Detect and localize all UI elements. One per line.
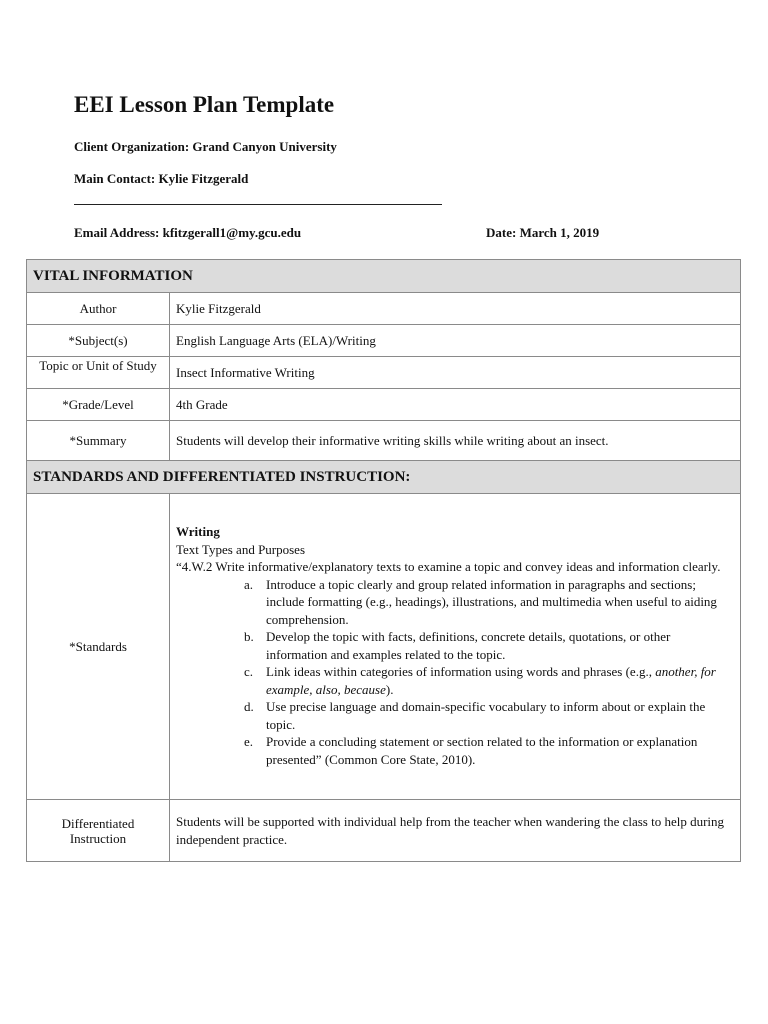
row-value: 4th Grade [170,389,741,421]
row-value: Kylie Fitzgerald [170,293,741,325]
email-address: Email Address: kfitzgerall1@my.gcu.edu [74,225,302,240]
list-item-text: Introduce a topic clearly and group related information in paragraphs and sections; include formatting (e.g., headings), illustrations, and multimedia when useful to aiding comprehension. [266,576,717,627]
divider-line [74,204,442,205]
page-title: EEI Lesson Plan Template [74,92,335,117]
list-marker: c. [244,664,254,679]
table-row [27,293,741,325]
list-item [244,663,734,698]
table-row [27,325,741,357]
writing-heading: Writing [176,524,220,539]
standards-list [176,576,734,769]
list-item-text: Link ideas within categories of information using words and phrases (e.g., [266,664,656,679]
list-item-text: Provide a concluding statement or section related to the information or explanation presented” (Common Core State, 2010). [266,734,698,767]
list-marker: e. [244,734,254,749]
list-marker: d. [244,699,254,714]
row-label: Differentiated Instruction [27,800,170,862]
section-header-vital [27,260,741,293]
standards-subheading: Text Types and Purposes [176,541,306,557]
row-label: *Summary [27,421,170,461]
list-item-text: Use precise language and domain-specific vocabulary to inform about or explain the topic. [266,699,706,732]
vital-heading: VITAL INFORMATION [27,260,741,293]
section-header-standards [27,461,741,494]
client-organization: Client Organization: Grand Canyon University [74,139,337,154]
table-row [27,494,741,800]
list-item [244,576,734,629]
list-item-text-end: ). [385,681,394,697]
table-row [27,357,741,389]
row-label: *Standards [27,494,170,800]
row-value: Insect Informative Writing [170,357,741,389]
list-item [244,733,734,768]
row-value: Students will develop their informative writing skills while writing about an insect. [170,421,741,461]
standards-intro: “4.W.2 Write informative/explanatory texts to examine a topic and convey ideas and information clearly. [176,559,721,574]
standards-content [170,494,741,800]
list-marker: a. [244,576,254,592]
list-marker: b. [244,629,254,644]
table-row [27,389,741,421]
list-item-italic: another, for example, also, because [266,664,716,697]
row-value: Students will be supported with individual help from the teacher when wandering the class to help during independent practice. [170,800,741,862]
date: Date: March 1, 2019 [486,225,600,240]
table-row [27,421,741,461]
row-label: *Subject(s) [27,325,170,357]
list-item-text: Develop the topic with facts, definitions, concrete details, quotations, or other information and examples related to the topic. [266,629,671,662]
standards-heading: STANDARDS AND DIFFERENTIATED INSTRUCTION: [27,461,741,494]
list-item [244,628,734,663]
row-label: Author [27,293,170,325]
row-value: English Language Arts (ELA)/Writing [170,325,741,357]
row-label: *Grade/Level [27,389,170,421]
row-label [27,357,170,389]
lesson-plan-table [26,259,741,862]
table-row [27,800,741,862]
row-label-text: Topic or Unit of Study [39,357,157,373]
list-item [244,698,734,733]
main-contact: Main Contact: Kylie Fitzgerald [74,171,249,186]
